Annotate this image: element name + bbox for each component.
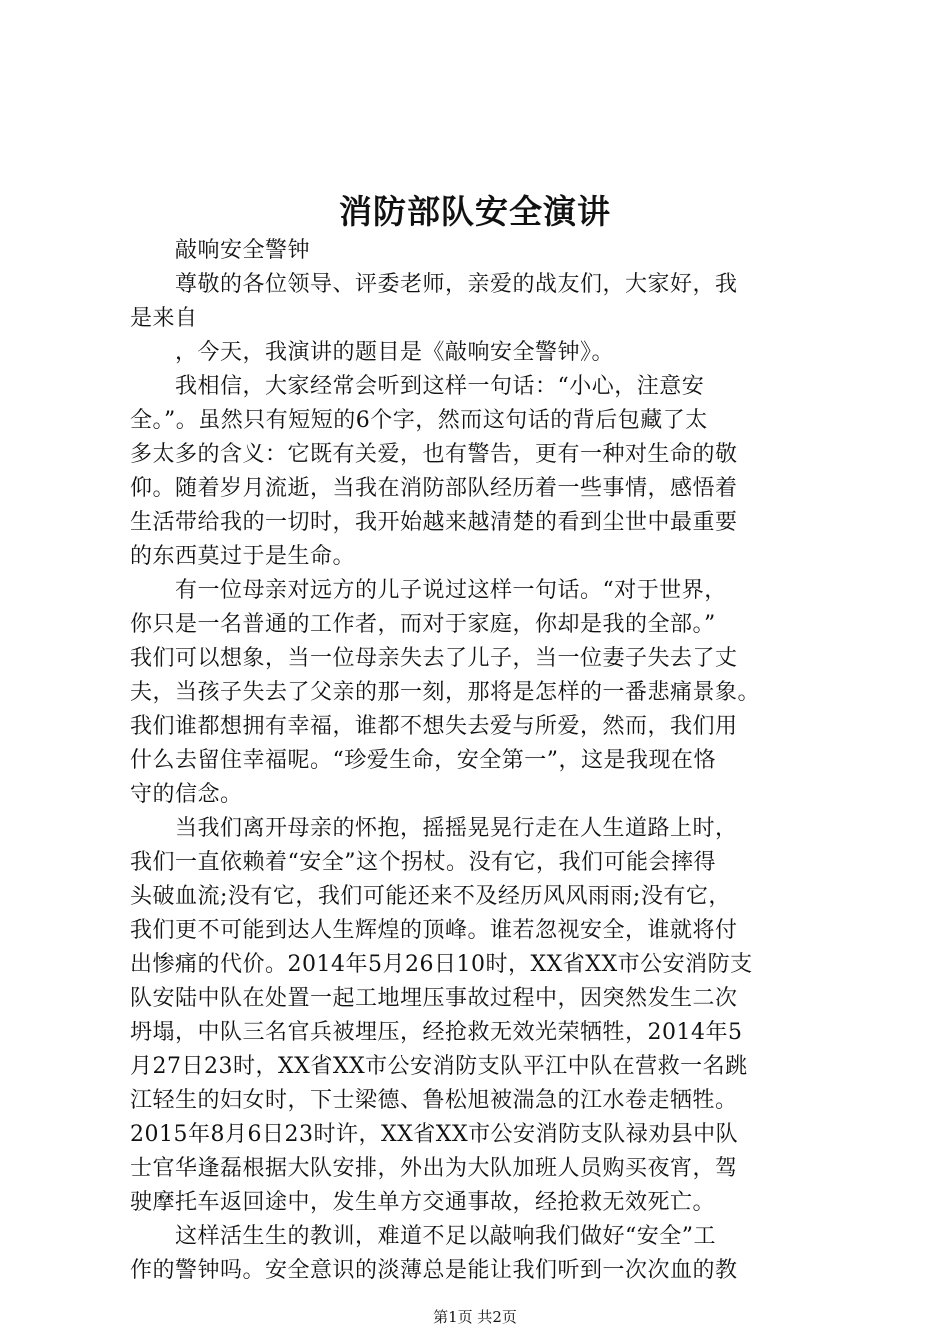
body-text-line: 全。”。虽然只有短短的6个字，然而这句话的背后包藏了太 [130,408,708,433]
body-text-line: 敲响安全警钟 [130,238,311,263]
document-body [130,234,830,1288]
body-text-line: 我们谁都想拥有幸福，谁都不想失去爱与所爱，然而，我们用 [130,714,738,739]
body-text-line: 作的警钟吗。安全意识的淡薄总是能让我们听到一次次血的教 [130,1258,738,1283]
document-title: 消防部队安全演讲 [339,192,611,231]
body-text-line: 有一位母亲对远方的儿子说过这样一句话。“对于世界， [130,578,727,603]
page-footer: 第1页 共2页 [433,1308,517,1326]
body-text-line: 出惨痛的代价。2014年5月26日10时，XX省XX市公安消防支 [130,952,753,977]
body-text-line: 什么去留住幸福呢。“珍爱生命，安全第一”，这是我现在恪 [130,748,716,773]
body-text-line: 月27日23时，XX省XX市公安消防支队平江中队在营救一名跳 [130,1054,748,1079]
body-text-line: 尊敬的各位领导、评委老师，亲爱的战友们，大家好，我 [130,272,738,297]
body-text-line: 江轻生的妇女时，下士梁德、鲁松旭被湍急的江水卷走牺牲。 [130,1088,738,1113]
body-text-line: 这样活生生的教训，难道不足以敲响我们做好“安全”工 [130,1224,716,1249]
body-text-line: 夫，当孩子失去了父亲的那一刻，那将是怎样的一番悲痛景象。 [130,680,761,705]
body-text-line: 我们一直依赖着“安全”这个拐杖。没有它，我们可能会摔得 [130,850,716,875]
body-text-line: 士官华逢磊根据大队安排，外出为大队加班人员购买夜宵，驾 [130,1156,738,1181]
body-text-line: 多太多的含义：它既有关爱，也有警告，更有一种对生命的敬 [130,442,738,467]
body-text-line: 2015年8月6日23时许，XX省XX市公安消防支队禄劝县中队 [130,1122,739,1147]
body-text-line: 我相信，大家经常会听到这样一句话：“小心，注意安 [130,374,705,399]
body-text-line: 我们可以想象，当一位母亲失去了儿子，当一位妻子失去了丈 [130,646,738,671]
body-text-line: 生活带给我的一切时，我开始越来越清楚的看到尘世中最重要 [130,510,738,535]
body-text-line: 头破血流;没有它，我们可能还来不及经历风风雨雨;没有它， [130,884,731,909]
body-text-line: 坍塌，中队三名官兵被埋压，经抢救无效光荣牺牲，2014年5 [130,1020,743,1045]
body-text-line: 仰。随着岁月流逝，当我在消防部队经历着一些事情，感悟着 [130,476,738,501]
body-text-line: 守的信念。 [130,782,243,807]
body-text-line: 驶摩托车返回途中，发生单方交通事故，经抢救无效死亡。 [130,1190,716,1215]
body-text-line: 队安陆中队在处置一起工地埋压事故过程中，因突然发生二次 [130,986,738,1011]
body-text-line: 当我们离开母亲的怀抱，摇摇晃晃行走在人生道路上时， [130,816,738,841]
body-text-line: 我们更不可能到达人生辉煌的顶峰。谁若忽视安全，谁就将付 [130,918,738,943]
body-text-line: 是来自 [130,306,198,331]
body-text-line: 的东西莫过于是生命。 [130,544,356,569]
body-text-line: 你只是一名普通的工作者，而对于家庭，你却是我的全部。” [130,612,716,637]
body-text-line: ，今天，我演讲的题目是《敲响安全警钟》。 [130,340,615,365]
